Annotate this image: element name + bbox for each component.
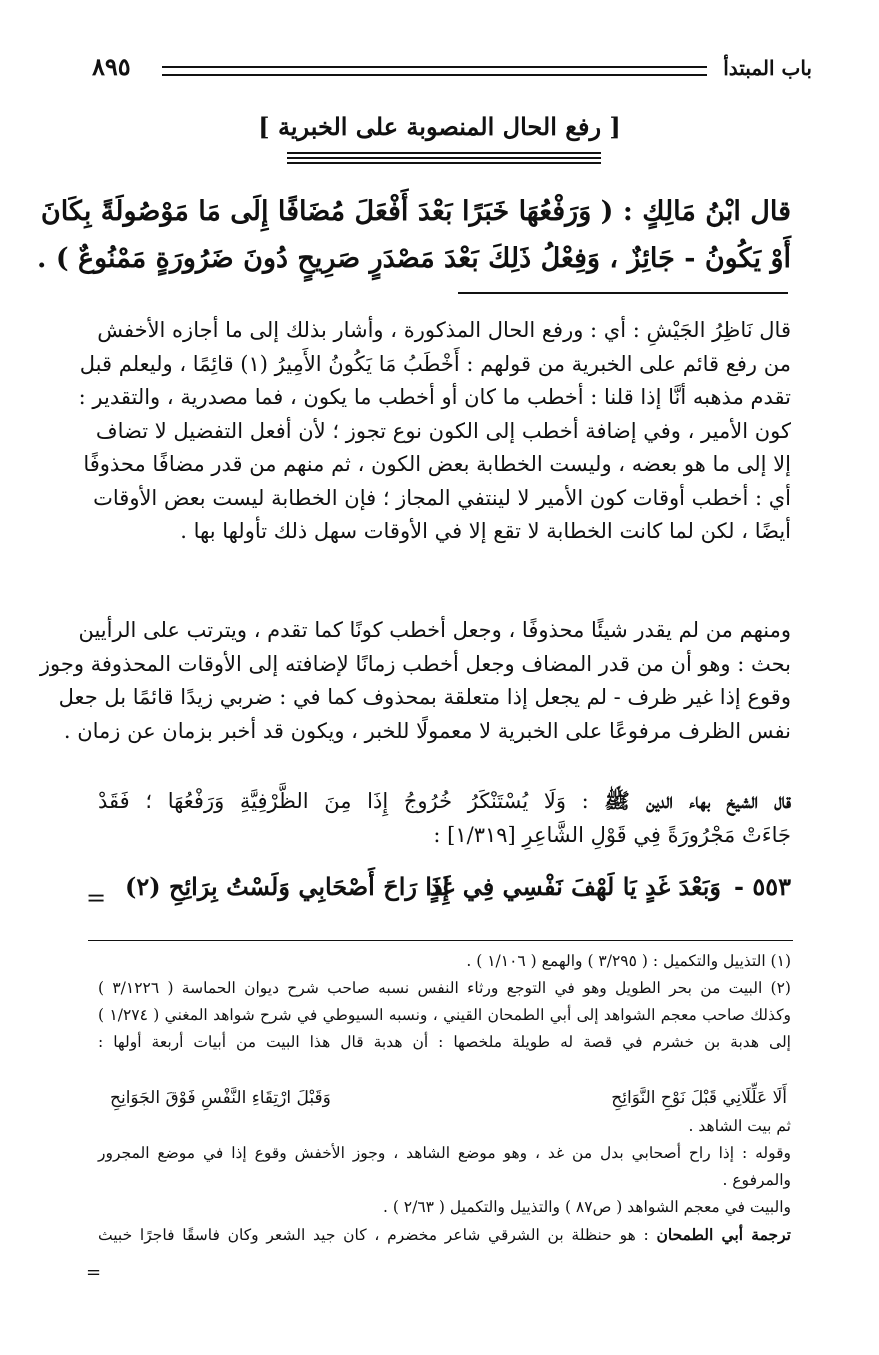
paragraph-2 (39, 614, 791, 748)
verse-hemistich-1: وَبَعْدَ غَدٍ يَا لَهْفَ نَفْسِي فِي غَدٍ (429, 872, 721, 901)
section-heading-wrap (0, 112, 879, 141)
poetry-verse (125, 872, 791, 912)
footnote-line (98, 1221, 791, 1249)
heading-triple-rule (287, 152, 601, 166)
footnote-line: (١) التذييل والتكميل : ( ٣/٢٩٥ ) والهمع ( ١/١٠٦ ) . (466, 952, 791, 970)
footnote-line: ثم بيت الشاهد . (688, 1117, 791, 1135)
bio-label: ترجمة أبي الطمحان (656, 1225, 791, 1244)
text-line: أي : أخطب أوقات كون الأمير لا لينتفي المجاز ؛ فإن الخطابة ليست بعض الأوقات (93, 485, 791, 510)
footnote-line: وقوله : إذا راح أصحابي بدل من غد ، وهو موضع الشاهد ، وجوز الأخفش وقوع إذا في موضع المجرور (98, 1144, 791, 1162)
text-line: جَاءَتْ مَجْرُورَةً فِي قَوْلِ الشَّاعِرِ [١/٣١٩] : (433, 822, 791, 847)
verse-hemistich-2: إِذَا رَاحَ أَصْحَابِي وَلَسْتُ بِرَائِحِ (٢) (125, 872, 450, 901)
header-rule (162, 66, 707, 76)
running-head (92, 52, 812, 88)
poem-hemistich-1: أَلَا عَلِّلَانِي قَبْلَ نَوْحِ النَّوَائِحِ (611, 1088, 787, 1108)
text-line: ومنهم من لم يقدر شيئًا محذوفًا ، وجعل أخطب كونًا كما تقدم ، ويترتب على الرأيين (78, 618, 791, 642)
footnote-line: وكذلك صاحب معجم الشواهد إلى أبي الطمحان القيني ، ونسبه السيوطي في شرح شواهد المغني ( ١/٢٧٤ ) (98, 1006, 791, 1024)
text-line: بحث : وهو أن من قدر المضاف وجعل أخطب زمانًا لإضافته إلى الأوقات المحذوفة وجوز (39, 651, 791, 676)
verse-number: ٥٥٣ - (734, 872, 791, 901)
text-line: من رفع قائم على الخبرية من قولهم : أَخْطَبُ مَا يَكُونُ الأَمِيرُ (١) قائِمًا ، وليعلم قبل (79, 351, 791, 376)
matn-line: أَوْ يَكُونُ - جَائِزٌ ، وَفِعْلُ ذَلِكَ بَعْدَ مَصْدَرٍ صَرِيحٍ دُونَ ضَرُورَةٍ مَمْنُوعٌ ) . (37, 243, 791, 274)
footnotes-continued (98, 1113, 791, 1249)
footnote-rule (88, 940, 793, 941)
speaker-name: قال الشيخ بهاء الدين ﷺ (604, 788, 791, 813)
matn-rule (458, 292, 788, 294)
text-line: إلا إلى ما هو بعضه ، وليست الخطابة بعض الكون ، ثم منهم من قدر مضافًا محذوفًا (83, 452, 791, 476)
commentary-paragraph (78, 314, 791, 549)
footnote-line: (٢) البيت من بحر الطويل وهو في التوجع ورثاء النفس نسبه صاحب شرح ديوان الحماسة ( ٣/١٢٢٦ ) (98, 979, 791, 997)
text-line: أيضًا ، لكن لما كانت الخطابة لا تقع إلا في الأوقات سهل ذلك تأولها بها . (180, 519, 791, 543)
quote-text: : وَلَا يُسْتَنْكَرُ خُرُوجُ إِذَا مِنَ الظَّرْفِيَّةِ وَرَفْعُهَا ؛ فَقَدْ (98, 789, 605, 813)
paragraph-3 (98, 784, 791, 852)
matn-text (37, 188, 791, 282)
page-number: ٨٩٥ (92, 52, 131, 81)
chapter-title: باب المبتدأ (723, 56, 812, 80)
section-heading: [ رفع الحال المنصوبة على الخبرية ] (258, 112, 621, 141)
footnote-line: إلى هدبة بن خشرم في قصة له طويلة ملخصها : أن هدبة قال هذا البيت من أبيات أربعة أولها : (98, 1033, 791, 1051)
footnote-line: والبيت في معجم الشواهد ( ص٨٧ ) والتذييل والتكميل ( ٢/٦٣ ) . (382, 1198, 791, 1216)
text-line: قال نَاظِرُ الجَيْشِ : أي : ورفع الحال المذكورة ، وأشار بذلك إلى ما أجازه الأخفش (97, 318, 791, 342)
poem-hemistich-2: وَقَبْلَ ارْتِقَاءِ النَّفْسِ فَوْقَ الجَوَانِحِ (110, 1088, 331, 1108)
footnote-line: والمرفوع . (722, 1171, 791, 1189)
text-line: كون الأمير ، وفي إضافة أخطب إلى الكون نوع تجوز ؛ لأن أفعل التفضيل لا تضاف (95, 418, 791, 443)
text-line: وقوع إذا غير ظرف - لم يجعل إذا متعلقة بمحذوف كما في : ضربي زيدًا قائمًا بل جعل (58, 685, 791, 709)
bio-text: : هو حنظلة بن الشرقي شاعر مخضرم ، كان جيد الشعر وكان فاسقًا فاجرًا خبيث (98, 1226, 657, 1244)
text-line (98, 784, 791, 819)
footnotes (98, 948, 791, 1056)
matn-line: قال ابْنُ مَالِكٍ : ( وَرَفْعُهَا خَبَرًا بَعْدَ أَفْعَلَ مُضَافًا إِلَى مَا مَوْصُولَةً بِكَانَ (40, 196, 791, 227)
footnote-continuation-mark: = (86, 1262, 102, 1283)
text-line: نفس الظرف مرفوعًا على الخبرية لا معمولًا للخبر ، ويكون قد أخبر بزمان عن زمان . (63, 718, 791, 743)
continuation-mark: = (86, 884, 107, 912)
text-line: تقدم مذهبه أنَّا إذا قلنا : أخطب ما كان أو أخطب ما يكون ، فما مصدرية ، والتقدير : (78, 385, 791, 409)
